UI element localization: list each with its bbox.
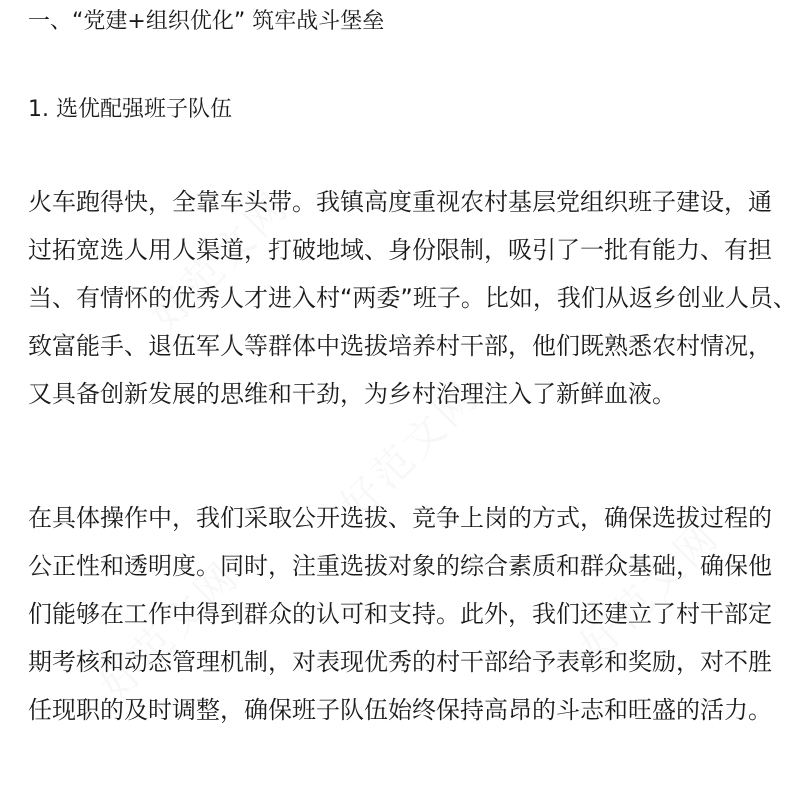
section-heading: 一、“党建+组织优化” 筑牢战斗堡垒 (28, 9, 385, 34)
watermark: 好范文网 (331, 372, 489, 530)
paragraph-line: 火车跑得快，全靠车头带。我镇高度重视农村基层党组织班子建设，通 (28, 188, 772, 216)
paragraph-line: 在具体操作中，我们采取公开选拔、竞争上岗的方式，确保选拔过程的 (28, 504, 772, 532)
watermark: 好范文网 (571, 512, 729, 670)
paragraph-line: 当、有情怀的优秀人才进入村“两委”班子。比如，我们从返乡创业人员、 (28, 284, 797, 312)
subsection-heading: 1. 选优配强班子队伍 (28, 97, 232, 122)
paragraph-2 (28, 494, 780, 734)
paragraph-line: 期考核和动态管理机制，对表现优秀的村干部给予表彰和奖励，对不胜 (28, 648, 772, 676)
watermark: 好范文网 (91, 552, 249, 710)
paragraph-line: 公正性和透明度。同时，注重选拔对象的综合素质和群众基础，确保他 (28, 552, 772, 580)
paragraph-line: 过拓宽选人用人渠道，打破地域、身份限制，吸引了一批有能力、有担 (28, 236, 772, 264)
paragraph-line: 致富能手、退伍军人等群体中选拔培养村干部，他们既熟悉农村情况， (28, 332, 772, 360)
paragraph-line: 又具备创新发展的思维和干劲，为乡村治理注入了新鲜血液。 (28, 380, 676, 408)
paragraph-1 (28, 178, 797, 418)
watermark: 好范文网 (141, 182, 299, 340)
paragraph-line: 任现职的及时调整，确保班子队伍始终保持高昂的斗志和旺盛的活力。 (28, 696, 772, 724)
paragraph-line: 们能够在工作中得到群众的认可和支持。此外，我们还建立了村干部定 (28, 600, 772, 628)
